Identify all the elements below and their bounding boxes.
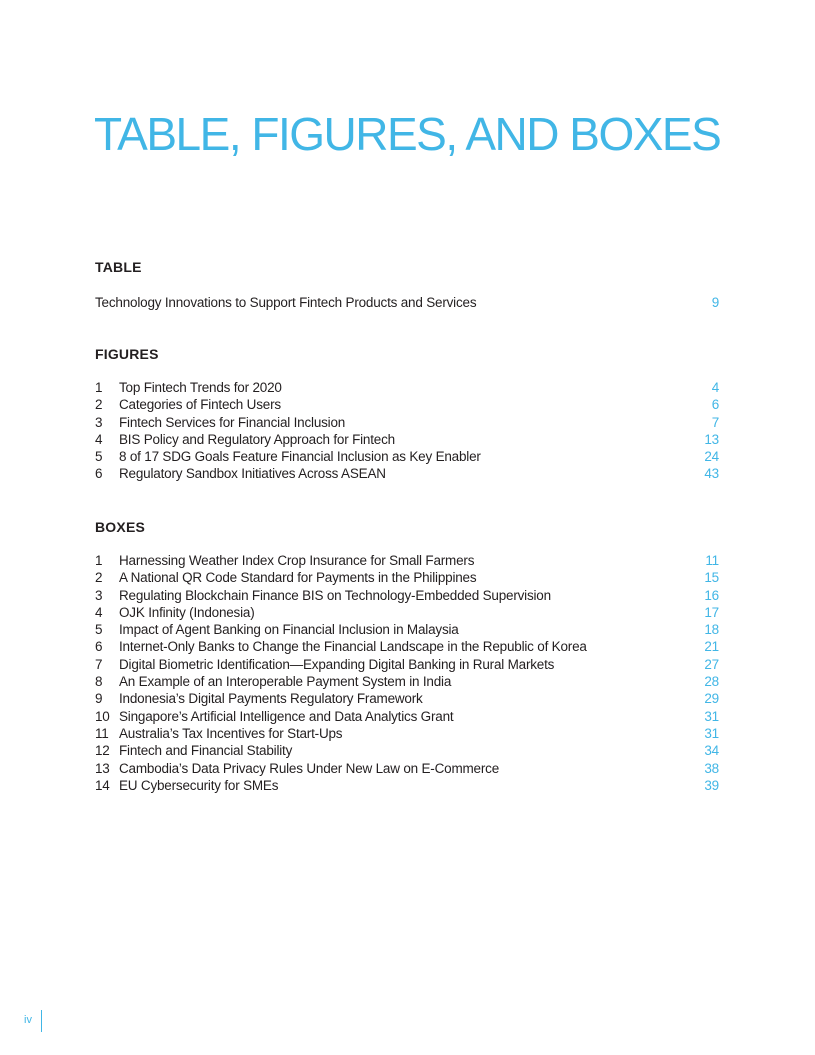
entry-number: 3 bbox=[95, 587, 103, 603]
entry-number: 2 bbox=[95, 570, 103, 586]
entry-title: Singapore’s Artificial Intelligence and Data Analytics Grant bbox=[119, 708, 454, 724]
entry-title: Fintech and Financial Stability bbox=[119, 743, 293, 759]
figures-heading: FIGURES bbox=[95, 346, 159, 362]
entry-number: 3 bbox=[95, 414, 103, 430]
entry-number: 7 bbox=[95, 656, 103, 672]
figure-entry[interactable] bbox=[95, 396, 719, 413]
footer-page-number: iv bbox=[24, 1014, 32, 1026]
entry-title: Top Fintech Trends for 2020 bbox=[119, 380, 282, 395]
entry-page-number[interactable]: 17 bbox=[704, 604, 719, 620]
entry-title: Technology Innovations to Support Fintech Products and Services bbox=[95, 295, 477, 310]
page-title: TABLE, FIGURES, AND BOXES bbox=[94, 108, 721, 160]
entry-title: Fintech Services for Financial Inclusion bbox=[119, 414, 346, 430]
entry-title: OJK Infinity (Indonesia) bbox=[119, 604, 255, 620]
entry-number: 4 bbox=[95, 431, 103, 447]
entry-page-number[interactable]: 34 bbox=[704, 743, 719, 759]
entry-page-number[interactable]: 31 bbox=[704, 725, 719, 741]
entry-page-number[interactable]: 18 bbox=[704, 622, 719, 638]
box-entry[interactable] bbox=[95, 760, 719, 777]
figure-entry[interactable] bbox=[95, 431, 719, 448]
box-entry[interactable] bbox=[95, 552, 719, 569]
entry-title: Regulating Blockchain Finance BIS on Technology-Embedded Supervision bbox=[119, 587, 551, 603]
entry-page-number[interactable]: 11 bbox=[705, 553, 719, 568]
entry-page-number[interactable]: 43 bbox=[704, 466, 719, 482]
entry-page-number[interactable]: 9 bbox=[711, 295, 719, 310]
entry-title: Impact of Agent Banking on Financial Inclusion in Malaysia bbox=[119, 622, 459, 638]
figure-entry[interactable] bbox=[95, 465, 719, 482]
entry-title: Categories of Fintech Users bbox=[119, 397, 281, 413]
entry-page-number[interactable]: 28 bbox=[704, 674, 719, 690]
entry-page-number[interactable]: 21 bbox=[704, 639, 719, 655]
footer-divider bbox=[41, 1010, 42, 1032]
entry-number: 2 bbox=[95, 397, 103, 413]
box-entry[interactable] bbox=[95, 638, 719, 655]
entry-title: A National QR Code Standard for Payments in the Philippines bbox=[119, 570, 477, 586]
box-entry[interactable] bbox=[95, 708, 719, 725]
box-entry[interactable] bbox=[95, 656, 719, 673]
box-entry[interactable] bbox=[95, 742, 719, 759]
table-entry[interactable] bbox=[95, 294, 719, 311]
boxes-heading: BOXES bbox=[95, 519, 146, 535]
figure-entry[interactable] bbox=[95, 414, 719, 431]
figure-entry[interactable] bbox=[95, 448, 719, 465]
table-list bbox=[95, 294, 719, 311]
entry-page-number[interactable]: 31 bbox=[704, 708, 719, 724]
entry-page-number[interactable]: 24 bbox=[704, 449, 719, 465]
boxes-section bbox=[95, 519, 719, 794]
entry-page-number[interactable]: 4 bbox=[711, 380, 719, 395]
entry-number: 6 bbox=[95, 466, 103, 482]
entry-title: BIS Policy and Regulatory Approach for Fintech bbox=[119, 431, 395, 447]
entry-number: 5 bbox=[95, 449, 103, 465]
figures-list bbox=[95, 379, 719, 483]
box-entry[interactable] bbox=[95, 621, 719, 638]
box-entry[interactable] bbox=[95, 569, 719, 586]
entry-title: Indonesia’s Digital Payments Regulatory Framework bbox=[119, 691, 423, 707]
entry-page-number[interactable]: 27 bbox=[704, 656, 719, 672]
entry-page-number[interactable]: 39 bbox=[704, 777, 719, 793]
entry-number: 9 bbox=[95, 691, 103, 707]
boxes-list bbox=[95, 552, 719, 794]
box-entry[interactable] bbox=[95, 725, 719, 742]
box-entry[interactable] bbox=[95, 777, 719, 794]
entry-page-number[interactable]: 29 bbox=[704, 691, 719, 707]
entry-page-number[interactable]: 6 bbox=[711, 397, 719, 413]
entry-title: Regulatory Sandbox Initiatives Across ASEAN bbox=[119, 466, 386, 482]
entry-page-number[interactable]: 16 bbox=[704, 587, 719, 603]
entry-title: 8 of 17 SDG Goals Feature Financial Inclusion as Key Enabler bbox=[119, 449, 481, 465]
entry-number: 8 bbox=[95, 674, 103, 690]
entry-page-number[interactable]: 13 bbox=[704, 431, 719, 447]
entry-number: 10 bbox=[95, 708, 110, 724]
figure-entry[interactable] bbox=[95, 379, 719, 396]
table-section bbox=[95, 259, 719, 311]
entry-number: 14 bbox=[95, 777, 110, 793]
entry-title: Cambodia’s Data Privacy Rules Under New Law on E-Commerce bbox=[119, 760, 500, 776]
entry-number: 4 bbox=[95, 604, 103, 620]
entry-title: An Example of an Interoperable Payment System in India bbox=[119, 674, 452, 690]
box-entry[interactable] bbox=[95, 587, 719, 604]
entry-title: EU Cybersecurity for SMEs bbox=[119, 777, 279, 793]
entry-number: 11 bbox=[95, 725, 109, 741]
box-entry[interactable] bbox=[95, 604, 719, 621]
entry-page-number[interactable]: 15 bbox=[704, 570, 719, 586]
entry-title: Harnessing Weather Index Crop Insurance for Small Farmers bbox=[119, 553, 475, 568]
entry-number: 5 bbox=[95, 622, 103, 638]
box-entry[interactable] bbox=[95, 690, 719, 707]
entry-page-number[interactable]: 38 bbox=[704, 760, 719, 776]
entry-number: 6 bbox=[95, 639, 103, 655]
entry-title: Australia’s Tax Incentives for Start-Ups bbox=[119, 725, 343, 741]
table-heading: TABLE bbox=[95, 259, 142, 275]
entry-title: Digital Biometric Identification—Expanding Digital Banking in Rural Markets bbox=[119, 656, 555, 672]
entry-number: 1 bbox=[95, 380, 103, 395]
entry-number: 12 bbox=[95, 743, 110, 759]
figures-section bbox=[95, 346, 719, 483]
entry-number: 13 bbox=[95, 760, 110, 776]
entry-number: 1 bbox=[95, 553, 103, 568]
box-entry[interactable] bbox=[95, 673, 719, 690]
entry-title: Internet-Only Banks to Change the Financial Landscape in the Republic of Korea bbox=[119, 639, 587, 655]
entry-page-number[interactable]: 7 bbox=[711, 414, 719, 430]
